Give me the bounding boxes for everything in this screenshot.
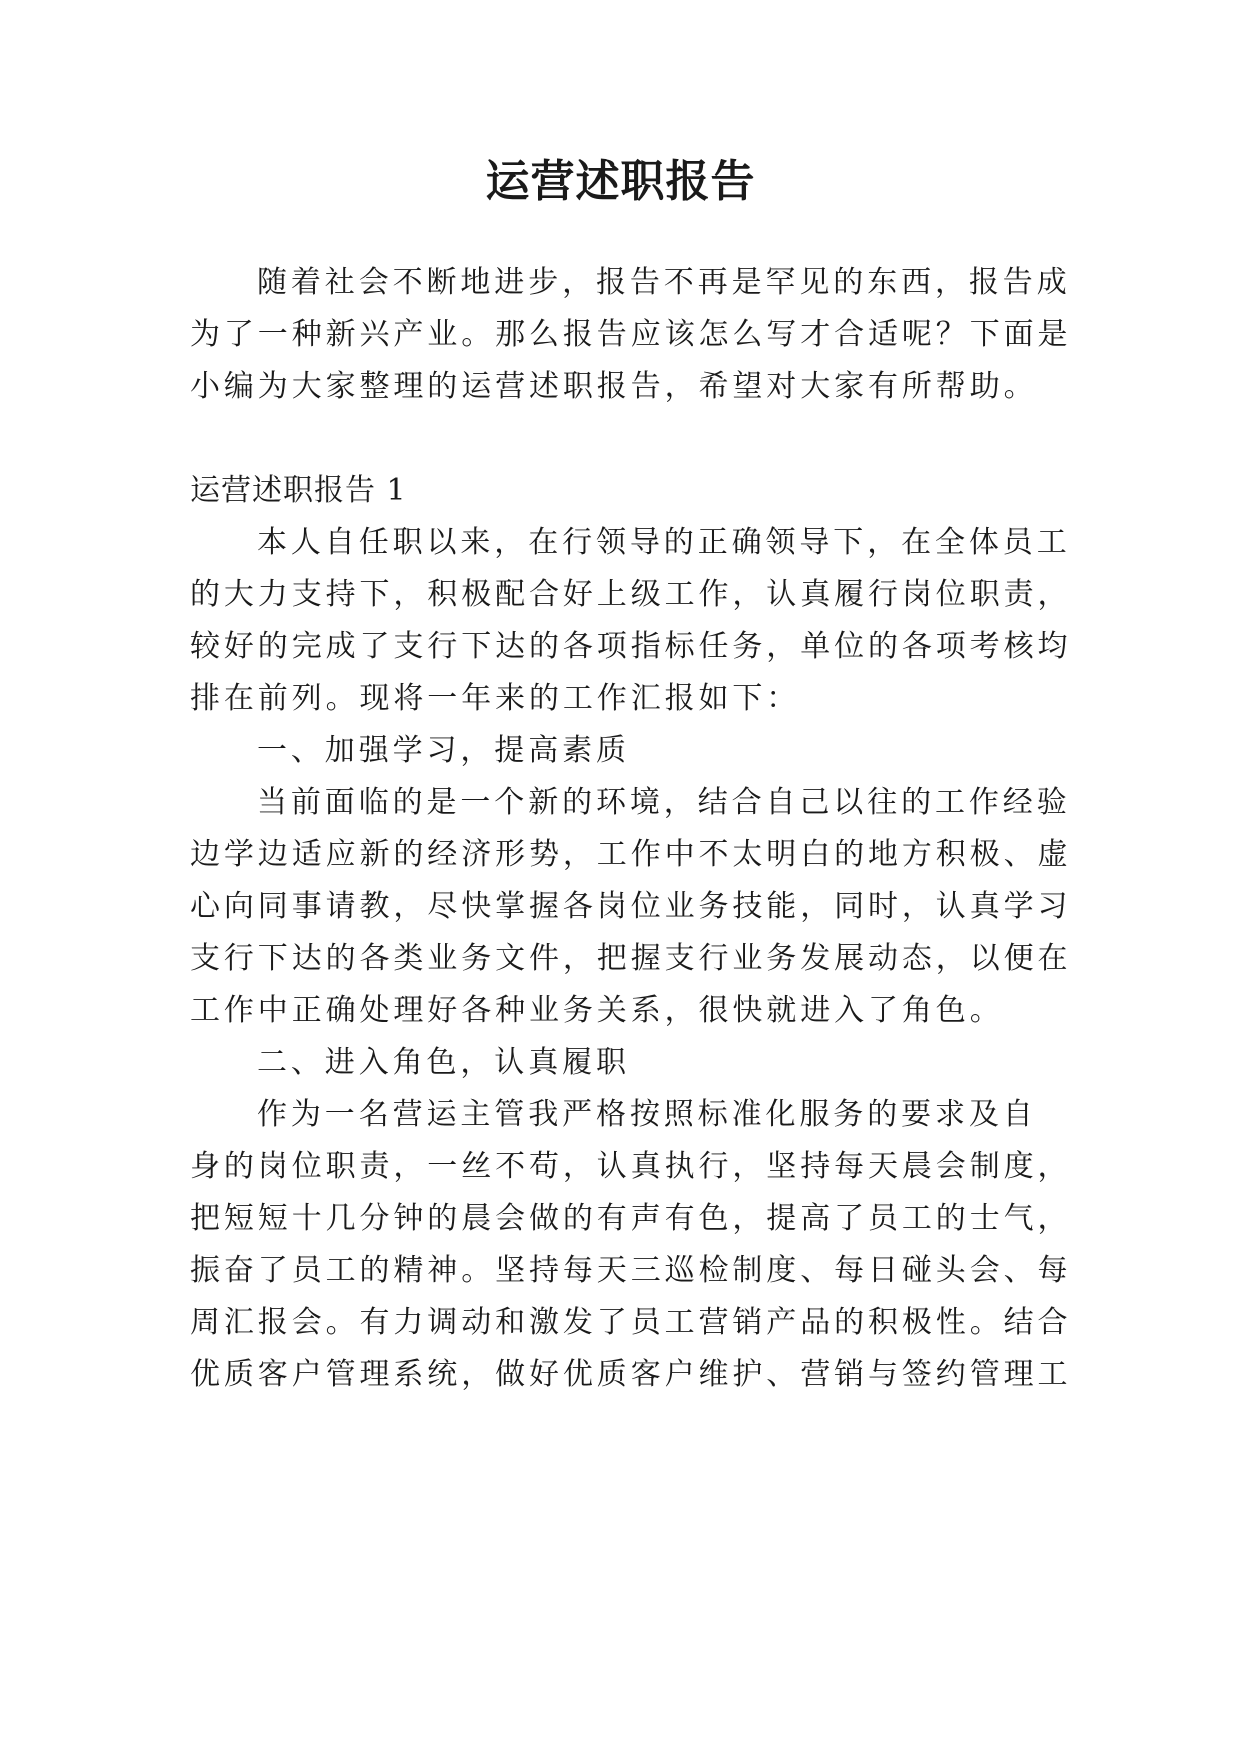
intro-line-1: 随着社会不断地进步，报告不再是罕见的东西，报告成 — [257, 265, 1071, 300]
intro-line-3: 小编为大家整理的运营述职报告，希望对大家有所帮助。 — [190, 369, 1038, 404]
paragraph-line: 当前面临的是一个新的环境，结合自己以往的工作经验 — [257, 785, 1071, 820]
section-heading-1: 运营述职报告 1 — [190, 473, 407, 508]
paragraph-line: 作为一名营运主管我严格按照标准化服务的要求及自 — [257, 1097, 1037, 1132]
paragraph-line: 把短短十几分钟的晨会做的有声有色，提高了员工的士气， — [190, 1201, 1072, 1236]
subheading-2: 二、进入角色，认真履职 — [257, 1045, 630, 1080]
paragraph-line: 本人自任职以来，在行领导的正确领导下，在全体员工 — [257, 525, 1071, 560]
paragraph-line: 心向同事请教，尽快掌握各岗位业务技能，同时，认真学习 — [190, 889, 1072, 924]
paragraph-line: 的大力支持下，积极配合好上级工作，认真履行岗位职责， — [190, 577, 1072, 612]
paragraph-line: 排在前列。现将一年来的工作汇报如下： — [190, 681, 801, 716]
intro-line-2: 为了一种新兴产业。那么报告应该怎么写才合适呢？下面是 — [190, 317, 1072, 352]
subheading-1: 一、加强学习，提高素质 — [257, 733, 630, 768]
paragraph-line: 周汇报会。有力调动和激发了员工营销产品的积极性。结合 — [190, 1305, 1072, 1340]
paragraph-line: 较好的完成了支行下达的各项指标任务，单位的各项考核均 — [190, 629, 1072, 664]
paragraph-line: 工作中正确处理好各种业务关系，很快就进入了角色。 — [190, 993, 1004, 1028]
paragraph-line: 边学边适应新的经济形势，工作中不太明白的地方积极、虚 — [190, 837, 1072, 872]
document-title: 运营述职报告 — [485, 156, 756, 207]
paragraph-line: 振奋了员工的精神。坚持每天三巡检制度、每日碰头会、每 — [190, 1253, 1072, 1288]
paragraph-line: 优质客户管理系统，做好优质客户维护、营销与签约管理工 — [190, 1357, 1072, 1392]
paragraph-line: 支行下达的各类业务文件，把握支行业务发展动态，以便在 — [190, 941, 1072, 976]
paragraph-line: 身的岗位职责，一丝不苟，认真执行，坚持每天晨会制度， — [190, 1149, 1072, 1184]
